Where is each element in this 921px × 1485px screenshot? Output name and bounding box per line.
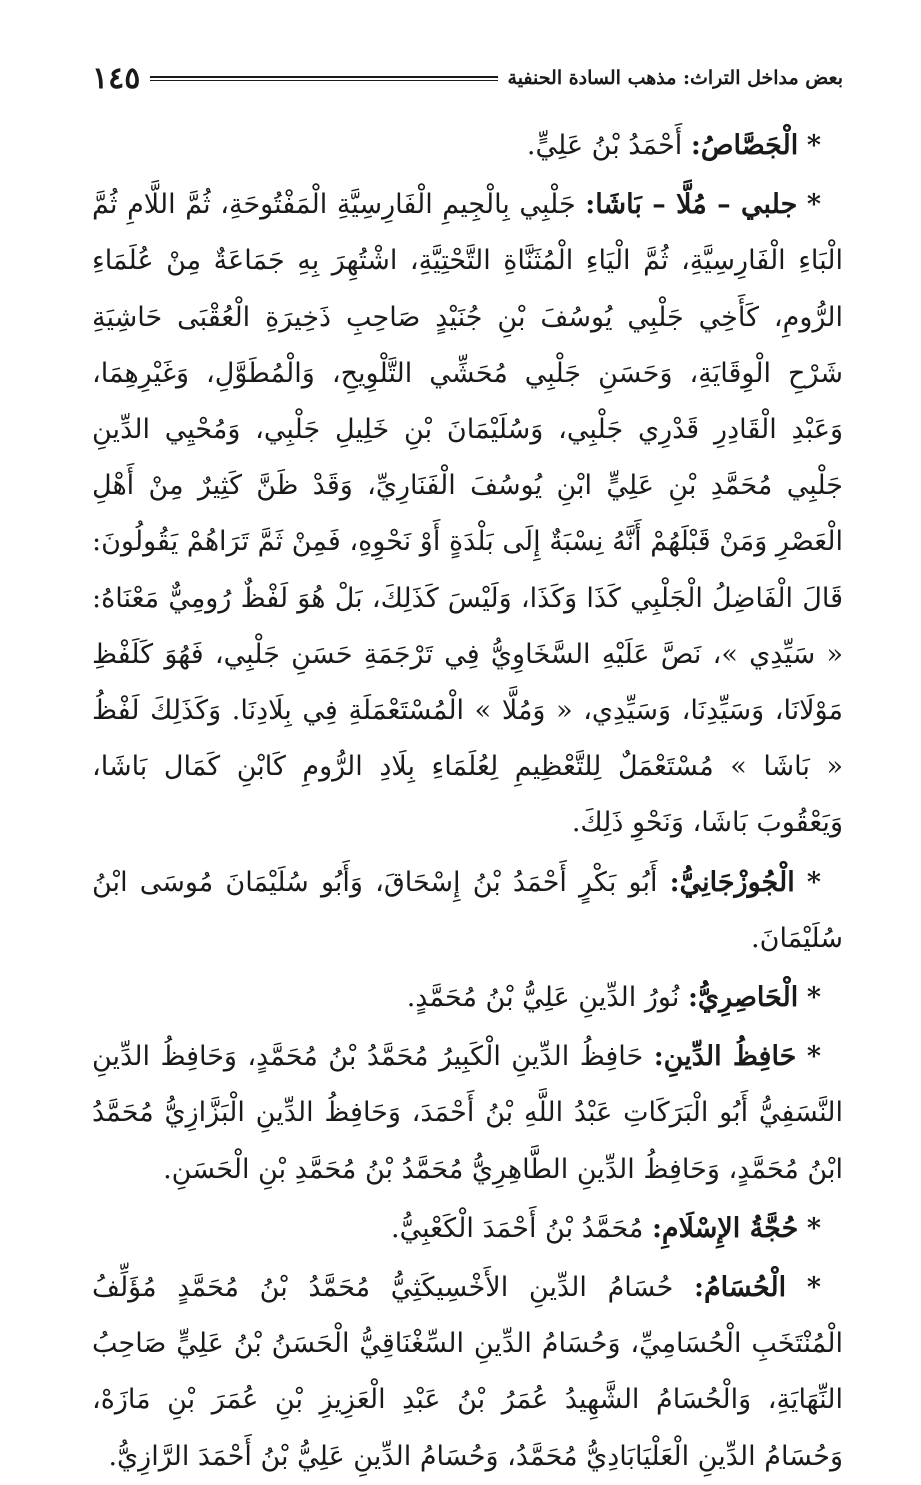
entry-hasiri	[92, 970, 843, 1026]
entry-bullet: *	[806, 1041, 821, 1073]
entry-text: حَافِظُ الدِّينِ الْكَبِيرُ مُحَمَّدُ بْنُ مُحَمَّدٍ، وَحَافِظُ الدِّينِ النَّسَفِيُّ أَبُو الْبَرَكَاتِ عَبْدُ اللَّهِ بْنُ أَحْمَدَ، وَحَافِظُ الدِّينِ الْبَزَّازِيُّ مُحَمَّدُ ابْنُ مُحَمَّدٍ، وَحَافِظُ الدِّينِ الطَّاهِرِيُّ مُحَمَّدُ بْنُ مُحَمَّدِ بْنِ الْحَسَنِ.	[92, 1041, 843, 1185]
entry-juzjani	[92, 855, 843, 967]
entry-text: أَبُو بَكْرٍ أَحْمَدُ بْنُ إِسْحَاقَ، وَأَبُو سُلَيْمَانَ مُوسَى ابْنُ سُلَيْمَانَ.	[92, 866, 843, 954]
entry-term: الْحَاصِرِيُّ:	[687, 982, 799, 1014]
entry-term: الْجَصَّاصُ:	[690, 130, 799, 161]
entry-bullet: *	[806, 130, 821, 161]
entry-text: نُورُ الدِّينِ عَلِيُّ بْنُ مُحَمَّدٍ.	[406, 982, 680, 1014]
running-title: بعض مداخل التراث: مذهب السادة الحنفية	[507, 67, 843, 89]
header-rule	[150, 76, 497, 81]
entry-term: جلبي – مُلَّا – بَاشَا:	[585, 189, 798, 221]
page-header	[92, 58, 843, 98]
entry-bullet: *	[806, 189, 822, 221]
entry-term: حُجَّةُ الإِسْلَامِ:	[651, 1212, 799, 1244]
entry-bullet: *	[806, 866, 821, 898]
entry-bullet: *	[806, 1212, 821, 1244]
entry-jalabi	[92, 177, 843, 851]
entry-term: الْجُوزْجَانِيُّ:	[669, 866, 795, 898]
entry-hujjat-al-islam	[92, 1201, 843, 1257]
entry-bullet: *	[806, 982, 821, 1014]
page-body	[92, 118, 843, 1485]
entry-term: حَافِظُ الدِّينِ:	[653, 1041, 797, 1073]
entry-text: جَلْبِي بِالْجِيمِ الْفَارِسِيَّةِ الْمَفْتُوحَةِ، ثُمَّ اللَّامِ ثُمَّ الْبَاءِ الْفَارِسِيَّةِ، ثُمَّ الْيَاءِ الْمُثَنَّاةِ التَّحْتِيَّةِ، اشْتُهِرَ بِهِ جَمَاعَةٌ مِنْ عُلَمَاءِ الرُّومِ، كَأَخِي جَلْبِي يُوسُفَ بْنِ جُنَيْدٍ صَاحِبِ ذَخِيرَةِ الْعُقْبَى حَاشِيَةِ شَرْحِ الْوِقَايَةِ، وَحَسَنِ جَلْبِي مُحَشِّي التَّلْوِيحِ، وَالْمُطَوَّلِ، وَغَيْرِهِمَا، وَعَبْدِ الْقَادِرِ قَدْرِي جَلْبِي، وَسُلَيْمَانَ بْنِ خَلِيلِ جَلْبِي، وَمُحْيِي الدِّينِ جَلْبِي مُحَمَّدِ بْنِ عَلِيٍّ ابْنِ يُوسُفَ الْفَنَارِيِّ، وَقَدْ ظَنَّ كَثِيرٌ مِنْ أَهْلِ الْعَصْرِ وَمَنْ قَبْلَهُمْ أَنَّهُ نِسْبَةٌ إِلَى بَلْدَةٍ أَوْ نَحْوِهِ، فَمِنْ ثَمَّ تَرَاهُمْ يَقُولُونَ: قَالَ الْفَاضِلُ الْجَلْبِي كَذَا وَكَذَا، وَلَيْسَ كَذَلِكَ، بَلْ هُوَ لَفْظٌ رُومِيٌّ مَعْنَاهُ: « سَيِّدِي »، نَصَّ عَلَيْهِ السَّخَاوِيُّ فِي تَرْجَمَةِ حَسَنِ جَلْبِي، فَهُوَ كَلَفْظِ مَوْلَانَا، وَسَيِّدِنَا، وَسَيِّدِي، « وَمُلَّا » الْمُسْتَعْمَلَةِ فِي بِلَادِنَا. وَكَذَلِكَ لَفْظُ « بَاشَا » مُسْتَعْمَلٌ لِلتَّعْظِيمِ لِعُلَمَاءِ بِلَادِ الرُّومِ كَابْنِ كَمَال بَاشَا، وَيَعْقُوبَ بَاشَا، وَنَحْوِ ذَلِكَ.	[92, 189, 843, 839]
page-number: ١٤٥	[92, 60, 141, 96]
entry-hafiz-al-din	[92, 1029, 843, 1198]
entry-text: مُحَمَّدُ بْنُ أَحْمَدَ الْكَعْبِيُّ.	[391, 1212, 644, 1244]
entry-term: الْحُسَامُ:	[694, 1272, 787, 1304]
entry-bullet: *	[806, 1272, 821, 1304]
entry-text: حُسَامُ الدِّينِ الأَخْسِيكَثِيُّ مُحَمَّدُ بْنُ مُحَمَّدٍ مُؤَلِّفُ الْمُنْتَخَبِ الْحُسَامِيِّ، وَحُسَامُ الدِّينِ السِّغْنَاقِيُّ الْحَسَنُ بْنُ عَلِيٍّ صَاحِبُ النِّهَايَةِ، وَالْحُسَامُ الشَّهِيدُ عُمَرُ بْنُ عَبْدِ الْعَزِيزِ بْنِ عُمَرَ بْنِ مَازَهْ، وَحُسَامُ الدِّينِ الْعَلْيَابَادِيُّ مُحَمَّدُ، وَحُسَامُ الدِّينِ عَلِيُّ بْنُ أَحْمَدَ الرَّازِيُّ.	[92, 1272, 843, 1472]
entry-husam	[92, 1260, 843, 1485]
entry-jassas	[92, 118, 843, 174]
entry-text: أَحْمَدُ بْنُ عَلِيٍّ.	[526, 130, 683, 161]
